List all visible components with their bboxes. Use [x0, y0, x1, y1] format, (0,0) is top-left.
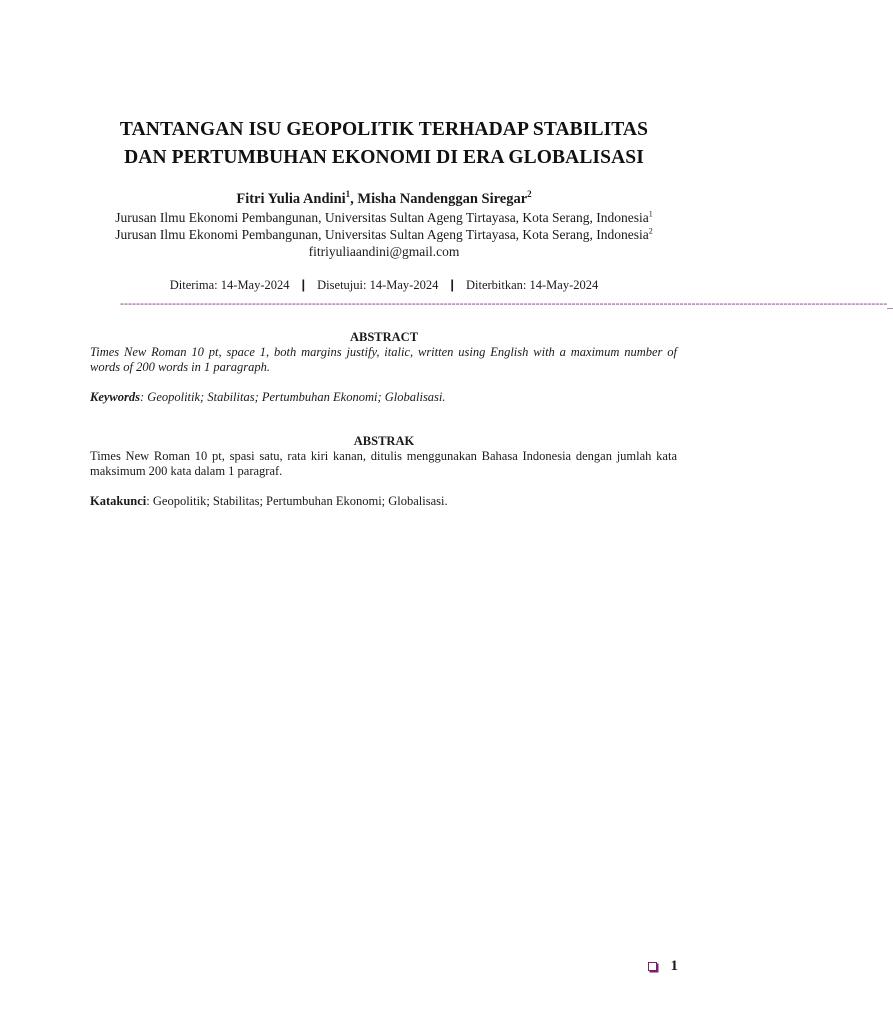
publication-dates [60, 276, 708, 294]
page-footer [648, 957, 679, 975]
author-name: Misha Nandenggan Siregar [357, 191, 528, 207]
abstract-body: Times New Roman 10 pt, space 1, both margins justify, italic, written using English with a maximum number of words of 200 words in 1 paragraph. [90, 345, 677, 374]
abstrak-heading: ABSTRAK [353, 434, 415, 448]
date-received: Diterima: 14-May-2024 [169, 278, 290, 292]
paper-title [60, 116, 708, 172]
affiliation-superscript: 1 [648, 209, 653, 219]
date-separator: | [450, 277, 454, 292]
author-superscript: 2 [527, 189, 532, 200]
affiliation-2 [60, 226, 708, 243]
author-superscript: 1 [345, 189, 351, 200]
date-published: Diterbitkan: 14-May-2024 [465, 278, 599, 292]
katakunci-label: Katakunci [90, 494, 147, 508]
keywords-line [90, 389, 677, 405]
katakunci-text: : Geopolitik; Stabilitas; Pertumbuhan Ekonomi; Globalisasi. [146, 494, 448, 508]
date-approved: Disetujui: 14-May-2024 [317, 278, 439, 292]
keywords-text: : Geopolitik; Stabilitas; Pertumbuhan Ekonomi; Globalisasi. [140, 390, 446, 404]
title-line-1: TANTANGAN ISU GEOPOLITIK TERHADAP STABILITAS [119, 119, 649, 140]
affiliation-1 [60, 209, 708, 226]
square-bullet-icon [648, 962, 657, 971]
section-divider: ------------------------------------------------------------------------------------------------------------------------------------------------------------------------------------------------_ [120, 296, 893, 310]
author-list [60, 189, 708, 209]
affiliation-text: Jurusan Ilmu Ekonomi Pembangunan, Universitas Sultan Ageng Tirtayasa, Kota Serang, Indonesia [115, 227, 649, 242]
author-separator: , [350, 191, 358, 207]
date-separator: | [301, 277, 306, 292]
page-number: 1 [670, 957, 678, 974]
author-email[interactable]: fitriyuliaandini@gmail.com [308, 244, 460, 259]
katakunci-line [90, 493, 677, 509]
abstract-heading: ABSTRACT [349, 330, 419, 344]
author-name: Fitri Yulia Andini [236, 191, 346, 207]
keywords-label: Keywords [90, 390, 140, 404]
affiliation-superscript: 2 [648, 226, 653, 236]
abstrak-body: Times New Roman 10 pt, spasi satu, rata kiri kanan, ditulis menggunakan Bahasa Indonesia dengan jumlah kata maksimum 200 kata dalam 1 paragraf. [90, 449, 677, 478]
affiliation-text: Jurusan Ilmu Ekonomi Pembangunan, Universitas Sultan Ageng Tirtayasa, Kota Serang, Indonesia [115, 210, 649, 225]
title-line-2: DAN PERTUMBUHAN EKONOMI DI ERA GLOBALISASI [124, 147, 644, 168]
